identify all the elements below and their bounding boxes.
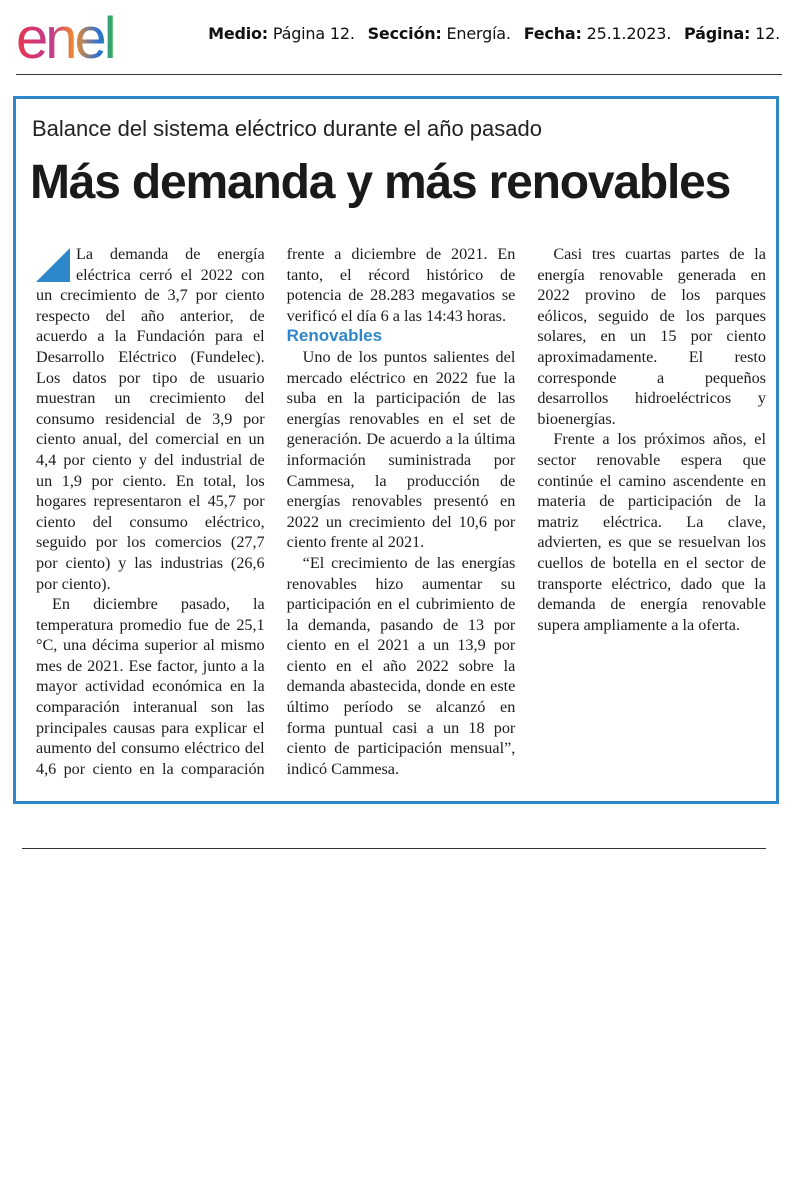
pagina-value: 12. (755, 24, 780, 43)
logo-text: enel (16, 14, 114, 66)
paragraph: Frente a los próximos años, el sector renovable espera que continúe el camino ascendente en materia de participación de la matriz eléctrica. La clave, advierten, es que se resuelvan los cuellos de botella en el sector de transporte eléctrico, dado que la demanda de energía renovable supera ampliamente a la oferta. (537, 430, 766, 634)
clipping-metadata (208, 24, 780, 43)
medio-label: Medio: (208, 24, 268, 43)
paragraph: Uno de los puntos salientes del mercado eléctrico en 2022 fue la suba en la participación de las energías renovables en el set de generación. De acuerdo a la última información suministrada por Cammesa, la producción de energías renovables presentó en 2022 un crecimiento del 10,6 por ciento frente al 2021. (286, 347, 516, 552)
header-divider (16, 74, 782, 75)
seccion-label: Sección: (367, 24, 442, 43)
article-body (36, 244, 766, 794)
footer-divider (22, 848, 766, 849)
fecha-label: Fecha: (523, 24, 582, 43)
medio-value: Página 12. (272, 24, 355, 43)
paragraph: En diciembre pasado, la temperatura promedio fue de 25,1 °C, una décima superior al mismo mes de 2021. Ese factor, junto a la mayor actividad económica en la comparación interanual son las principales causas para explicar el aumento del consumo eléctrico del 4,6 por ciento en la comparación frente a diciembre de 2021. En tanto, el récord histórico de potencia de 28.283 megavatios se verificó el día 6 a las 14:43 horas. (36, 245, 516, 778)
enel-logo (16, 14, 171, 66)
paragraph-text: La demanda de energía eléctrica cerró el 2022 con un crecimiento de 3,7 por ciento respecto del año anterior, de acuerdo a la Fundación para el Desarrollo Eléctrico (Fundelec). Los datos por tipo de usuario muestran un crecimiento del consumo residencial de 3,9 por ciento anual, del comercial en un 4,4 por ciento y del industrial de un 1,9 por ciento. En total, los hogares representaron el 45,7 por ciento del consumo eléctrico, seguido por los comercios (27,7 por ciento) y las industrias (26,6 por ciento). (36, 245, 265, 593)
paragraph: “El crecimiento de las energías renovables hizo aumentar su participación en el cubrimiento de la demanda, pasando de 13 por ciento en el 2021 a un 13,9 por ciento en el año 2022 sobre la demanda abastecida, donde en este último período se alcanzó en forma puntual casi a un 18 por ciento de participación mensual”, indicó Cammesa. (286, 553, 516, 778)
pagina-label: Página: (684, 24, 751, 43)
paragraph: Casi tres cuartas partes de la energía renovable generada en 2022 provino de los parques eólicos, seguido de los parques solares, en un 15 por ciento aproximadamente. El resto corresponde a pequeños desarrollos hidroeléctricos y bioenergías. (537, 245, 766, 428)
seccion-value: Energía. (446, 24, 511, 43)
page-header (0, 0, 800, 78)
section-subhead: Renovables (286, 326, 383, 346)
article-headline: Más demanda y más renovables (30, 156, 731, 209)
article-kicker: Balance del sistema eléctrico durante el año pasado (32, 116, 542, 141)
fecha-value: 25.1.2023. (586, 24, 672, 43)
triangle-icon (36, 248, 70, 282)
paragraph (36, 244, 265, 594)
newspaper-clipping (13, 96, 779, 804)
